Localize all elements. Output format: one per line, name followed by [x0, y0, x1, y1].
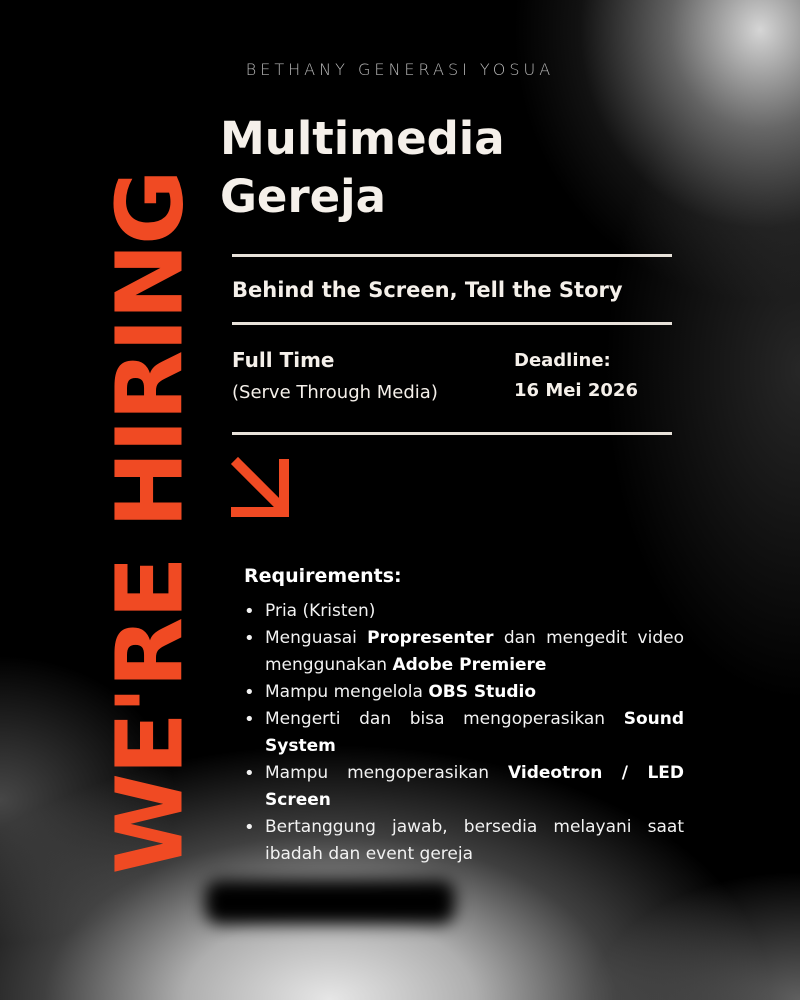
requirement-highlight: Propresenter [367, 628, 494, 648]
requirement-text: Pria (Kristen) [265, 601, 376, 621]
job-title [220, 110, 505, 226]
requirement-text: Mampu mengoperasikan [265, 763, 509, 783]
requirement-text: Menguasai [265, 628, 368, 648]
requirement-item [242, 760, 684, 814]
divider [232, 254, 672, 257]
requirement-text: Mengerti dan bisa mengoperasikan [265, 709, 624, 729]
blurred-redaction [205, 880, 455, 924]
requirement-item [242, 706, 684, 760]
requirement-text: Mampu mengelola [265, 682, 429, 702]
requirement-item [242, 625, 684, 679]
requirement-item [242, 814, 684, 868]
requirement-highlight: Videotron / LED Screen [265, 763, 684, 810]
requirement-text: dan mengedit video menggunakan [265, 628, 684, 675]
job-type: Full Time [232, 348, 335, 372]
requirements-list [242, 598, 684, 868]
job-title-line-1: Multimedia [220, 112, 505, 165]
deadline-label: Deadline: [514, 350, 611, 371]
requirement-highlight: OBS Studio [428, 682, 537, 702]
job-type-note: (Serve Through Media) [232, 382, 438, 403]
arrow-down-right-icon [228, 456, 294, 522]
deadline-value: 16 Mei 2026 [514, 380, 638, 401]
requirement-highlight: Sound System [265, 709, 684, 756]
requirement-highlight: Adobe Premiere [392, 655, 547, 675]
requirement-item [242, 679, 684, 706]
vertical-hiring-banner: WE'RE HIRING [96, 171, 204, 875]
divider [232, 432, 672, 435]
requirement-item [242, 598, 684, 625]
requirements-heading: Requirements: [244, 565, 402, 587]
tagline: Behind the Screen, Tell the Story [232, 278, 623, 302]
divider [232, 322, 672, 325]
organization-name: BETHANY GENERASI YOSUA [245, 60, 555, 79]
requirement-text: Bertanggung jawab, bersedia melayani saat ibadah dan event gereja [265, 817, 684, 864]
job-title-line-2: Gereja [220, 170, 386, 223]
